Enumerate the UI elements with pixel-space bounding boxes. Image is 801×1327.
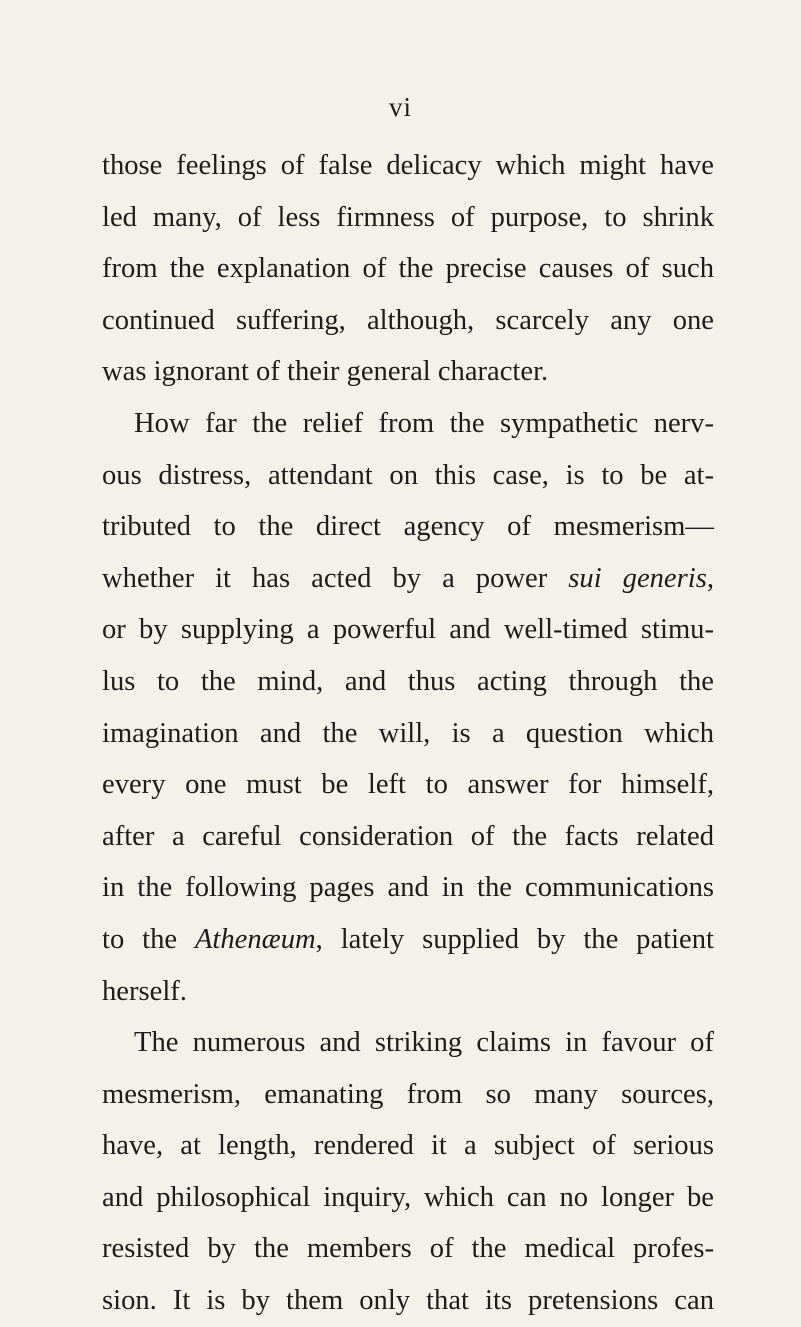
text-line: from the explanation of the precise causes of such — [102, 253, 714, 285]
text-line: herself. — [102, 975, 187, 1007]
text-line: How far the relief from the sympathetic nerv- — [134, 407, 714, 439]
text-line: after a careful consideration of the facts related — [102, 820, 714, 852]
text-segment: whether it has acted by a power — [102, 562, 569, 594]
text-line: mesmerism, emanating from so many sources, — [102, 1078, 714, 1110]
text-segment: , lately supplied by the patient — [315, 923, 714, 955]
text-line — [102, 553, 714, 605]
text-line: resisted by the members of the medical profes- — [102, 1233, 714, 1265]
text-line: in the following pages and in the communications — [102, 872, 714, 904]
italic-term: sui generis — [568, 562, 707, 594]
italic-title: Athenæum — [194, 923, 316, 955]
text-line: was ignorant of their general character. — [102, 356, 549, 388]
text-line — [102, 914, 714, 966]
page-number: vi — [388, 92, 412, 122]
text-line: imagination and the will, is a question which — [102, 717, 714, 749]
text-line: tributed to the direct agency of mesmerism— — [102, 511, 714, 543]
text-line: those feelings of false delicacy which might have — [102, 150, 714, 181]
text-line: lus to the mind, and thus acting through the — [102, 665, 714, 697]
text-segment: to the — [102, 923, 195, 955]
text-line: ous distress, attendant on this case, is to be at- — [102, 459, 714, 491]
text-line: The numerous and striking claims in favour of — [134, 1027, 714, 1059]
body-text — [102, 140, 714, 1327]
text-line: every one must be left to answer for himself, — [102, 769, 714, 801]
text-line: and philosophical inquiry, which can no longer be — [102, 1181, 714, 1213]
text-line: led many, of less firmness of purpose, to shrink — [102, 201, 714, 233]
text-line: sion. It is by them only that its pretensions can — [102, 1285, 714, 1317]
text-segment: , — [706, 562, 714, 594]
text-line: have, at length, rendered it a subject of serious — [102, 1130, 714, 1162]
text-line: or by supplying a powerful and well-timed stimu- — [102, 614, 714, 646]
text-line: continued suffering, although, scarcely any one — [102, 304, 714, 336]
